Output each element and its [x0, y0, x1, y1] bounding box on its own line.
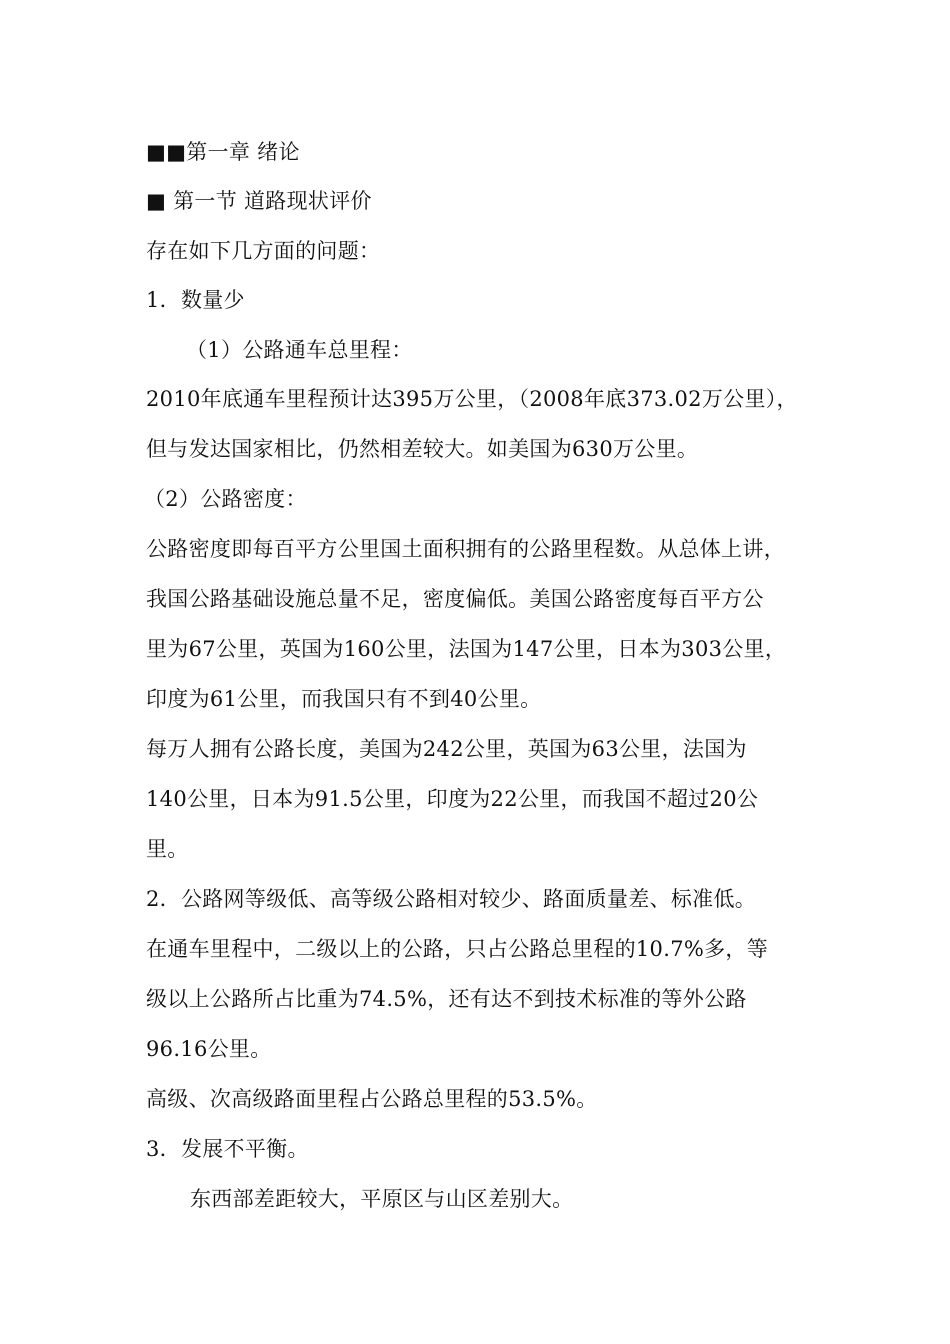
paragraph-line: 在通车里程中，二级以上的公路，只占公路总里程的10.7%多，等 — [146, 937, 769, 961]
chapter-heading: ■■第一章 绪论 — [146, 140, 300, 164]
paragraph-line: 东西部差距较大，平原区与山区差别大。 — [190, 1187, 574, 1211]
paragraph-line: 里为67公里，英国为160公里，法国为147公里，日本为303公里， — [146, 637, 787, 661]
paragraph-line: 存在如下几方面的问题： — [146, 239, 381, 263]
list-heading: 3．发展不平衡。 — [146, 1137, 309, 1161]
paragraph-line: 140公里，日本为91.5公里，印度为22公里，而我国不超过20公 — [146, 787, 759, 811]
paragraph-line: 公路密度即每百平方公里国土面积拥有的公路里程数。从总体上讲， — [146, 537, 785, 561]
subsection-heading: （2）公路密度： — [144, 487, 307, 511]
paragraph-line: 我国公路基础设施总量不足，密度偏低。美国公路密度每百平方公 — [146, 587, 764, 611]
paragraph-line: 级以上公路所占比重为74.5%，还有达不到技术标准的等外公路 — [146, 987, 747, 1011]
paragraph-line: 2010年底通车里程预计达395万公里，（2008年底373.02万公里）， — [146, 387, 798, 411]
subsection-heading: （1）公路通车总里程： — [186, 338, 413, 362]
section-heading: ■ 第一节 道路现状评价 — [146, 189, 372, 213]
paragraph-line: 96.16公里。 — [146, 1037, 272, 1061]
paragraph-line: 印度为61公里，而我国只有不到40公里。 — [146, 687, 542, 711]
paragraph-line: 高级、次高级路面里程占公路总里程的53.5%。 — [146, 1087, 598, 1111]
paragraph-line: 里。 — [146, 837, 189, 861]
list-heading: 2．公路网等级低、高等级公路相对较少、路面质量差、标准低。 — [146, 887, 757, 911]
list-heading: 1．数量少 — [146, 288, 245, 312]
paragraph-line: 每万人拥有公路长度，美国为242公里，英国为63公里，法国为 — [146, 737, 747, 761]
paragraph-line: 但与发达国家相比，仍然相差较大。如美国为630万公里。 — [146, 437, 699, 461]
